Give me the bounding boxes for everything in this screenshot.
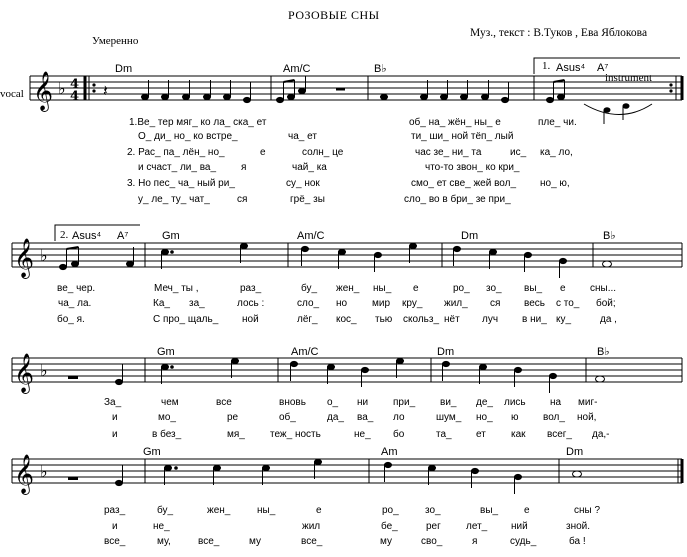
lyric-syllable: сло_ во в бри_ зе при_ bbox=[404, 194, 511, 205]
lyric-syllable: и bbox=[112, 412, 118, 423]
staff-system-4 bbox=[12, 459, 682, 483]
lyric-syllable: ви_ bbox=[440, 397, 457, 408]
lyric-syllable: бу_ bbox=[157, 505, 174, 516]
volta-number: 2. bbox=[60, 229, 69, 241]
lyric-syllable: при_ bbox=[393, 397, 416, 408]
lyric-syllable: луч bbox=[482, 314, 499, 325]
lyric-syllable: не_ bbox=[354, 429, 371, 440]
lyric-syllable: да , bbox=[600, 314, 617, 325]
lyric-syllable: ю bbox=[511, 412, 519, 423]
chord-symbol: Dm bbox=[115, 63, 133, 75]
song-title: РОЗОВЫЕ СНЫ bbox=[288, 8, 380, 22]
lyric-syllable: все_ bbox=[198, 536, 220, 547]
chord-symbol: A⁷ bbox=[117, 230, 129, 242]
lyric-syllable: вы_ bbox=[524, 283, 543, 294]
treble-clef-icon: 𝄞 bbox=[33, 71, 54, 111]
credits: Муз., текст : В.Туков , Ева Яблокова bbox=[470, 27, 648, 39]
chord-symbol: A⁷ bbox=[597, 62, 609, 74]
lyric-syllable: ба ! bbox=[569, 536, 586, 547]
lyric-syllable: ро_ bbox=[453, 283, 470, 294]
lyric-syllable: да,- bbox=[592, 429, 610, 440]
lyric-syllable: в без_ bbox=[152, 429, 182, 440]
lyric-syllable: ся bbox=[490, 298, 501, 309]
lyric-syllable: бе_ bbox=[381, 521, 398, 532]
lyric-syllable: ной, bbox=[577, 412, 597, 423]
lyric-syllable: но_ ю, bbox=[540, 178, 570, 189]
lyric-syllable: чай_ ка bbox=[292, 162, 327, 173]
lyric-syllable: вы_ bbox=[480, 505, 499, 516]
lyric-syllable: му bbox=[380, 536, 392, 547]
note-group bbox=[103, 80, 251, 103]
lyric-syllable: миг- bbox=[578, 397, 598, 408]
chord-symbol: B♭ bbox=[603, 230, 616, 242]
lyric-syllable: лись bbox=[504, 397, 526, 408]
lyric-syllable: му, bbox=[157, 536, 171, 547]
treble-clef-icon: 𝄞 bbox=[14, 454, 35, 494]
chord-symbol: Am/C bbox=[283, 63, 311, 75]
svg-text:♭: ♭ bbox=[40, 246, 48, 265]
chord-symbol: Gm bbox=[157, 346, 175, 358]
lyric-syllable: ро_ bbox=[382, 505, 399, 516]
svg-text:♭: ♭ bbox=[40, 361, 48, 380]
lyric-syllable: ти_ ши_ ной тёп_ лый bbox=[411, 131, 514, 142]
chord-symbol: B♭ bbox=[374, 63, 387, 75]
lyric-syllable: солн_ це bbox=[302, 147, 344, 158]
lyric-syllable: жил bbox=[302, 521, 321, 532]
lyric-syllable: вновь bbox=[279, 397, 306, 408]
lyric-syllable: Меч_ ты , bbox=[154, 283, 199, 294]
chord-symbol: Asus⁴ bbox=[72, 230, 102, 242]
lyric-syllable: ной bbox=[242, 314, 259, 325]
lyric-syllable: вол_ bbox=[543, 412, 565, 423]
lyric-syllable: но_ bbox=[476, 412, 493, 423]
lyric-syllable: ло bbox=[393, 412, 405, 423]
chord-symbol: Dm bbox=[437, 346, 455, 358]
lyric-syllable: бой; bbox=[596, 298, 616, 309]
lyric-syllable: за_ bbox=[189, 298, 205, 309]
staff-system-1 bbox=[30, 76, 682, 100]
lyric-syllable: и счаст_ ли_ ва_ bbox=[138, 162, 217, 173]
chord-symbol: Asus⁴ bbox=[556, 62, 586, 74]
lyric-syllable: ис_ bbox=[510, 147, 527, 158]
svg-text:♭: ♭ bbox=[40, 462, 48, 481]
lyric-syllable: ны_ bbox=[373, 283, 392, 294]
lyric-syllable: нёт bbox=[444, 314, 460, 325]
lyric-syllable: ве_ чер. bbox=[57, 283, 96, 294]
svg-text:♭: ♭ bbox=[58, 79, 66, 98]
lyric-syllable: ны_ bbox=[257, 505, 276, 516]
lyric-syllable: рег bbox=[426, 521, 441, 532]
lyric-syllable: ет bbox=[476, 429, 486, 440]
lyric-syllable: пле_ чи. bbox=[538, 117, 577, 128]
lyric-syllable: ка_ ло, bbox=[540, 147, 573, 158]
lyric-syllable: об_ bbox=[279, 412, 296, 423]
lyric-syllable: е bbox=[524, 505, 530, 516]
lyric-syllable: е bbox=[316, 505, 322, 516]
staff-system-2 bbox=[12, 243, 682, 267]
lyric-syllable: чем bbox=[161, 397, 179, 408]
staff-system-3 bbox=[12, 358, 682, 382]
lyric-syllable: все_ bbox=[301, 536, 323, 547]
chord-symbol: Gm bbox=[162, 230, 180, 242]
lyric-syllable: сны ? bbox=[574, 505, 601, 516]
lyric-syllable: все_ bbox=[104, 536, 126, 547]
lyric-syllable: 2. Рас_ па_ лён_ но_ bbox=[127, 147, 225, 158]
lyric-syllable: бо_ я. bbox=[57, 314, 85, 325]
lyric-syllable: е bbox=[260, 147, 266, 158]
lyric-syllable: жен_ bbox=[336, 283, 360, 294]
treble-clef-icon: 𝄞 bbox=[14, 353, 35, 393]
lyric-syllable: зной. bbox=[566, 521, 591, 532]
lyric-syllable: жен_ bbox=[207, 505, 231, 516]
lyric-syllable: мир bbox=[372, 298, 391, 309]
lyric-syllable: мо_ bbox=[158, 412, 176, 423]
lyric-syllable: му bbox=[249, 536, 261, 547]
lyric-syllable: грё_ зы bbox=[290, 194, 325, 205]
lyric-syllable: зо_ bbox=[425, 505, 441, 516]
lyric-syllable: с то_ bbox=[556, 298, 580, 309]
lyric-syllable: е bbox=[560, 283, 566, 294]
lyric-syllable: что-то звон_ ко кри_ bbox=[425, 162, 520, 173]
lyric-syllable: у_ ле_ ту_ чат_ bbox=[138, 194, 210, 205]
lyric-syllable: о_ bbox=[327, 397, 339, 408]
lyric-syllable: час зе_ ни_ та bbox=[415, 147, 482, 158]
lyric-syllable: лось : bbox=[237, 298, 265, 309]
lyric-syllable: ни bbox=[357, 397, 369, 408]
chord-symbol: Am/C bbox=[291, 346, 319, 358]
instrument-label: instrument bbox=[605, 72, 653, 84]
lyric-syllable: лет_ bbox=[466, 521, 488, 532]
chord-symbol: Dm bbox=[566, 446, 584, 458]
svg-text:4: 4 bbox=[70, 77, 80, 92]
lyric-syllable: не_ bbox=[153, 521, 170, 532]
lyric-syllable: я bbox=[472, 536, 478, 547]
lyric-syllable: кос_ bbox=[336, 314, 357, 325]
lyric-syllable: ча_ ет bbox=[288, 131, 317, 142]
lyric-syllable: скольз_ bbox=[403, 314, 440, 325]
lyric-syllable: мя_ bbox=[227, 429, 245, 440]
lyric-syllable: е bbox=[413, 283, 419, 294]
lyric-syllable: всег_ bbox=[547, 429, 572, 440]
lyric-syllable: За_ bbox=[104, 397, 122, 408]
lyric-syllable: и bbox=[112, 521, 118, 532]
lyric-syllable: ча_ ла. bbox=[58, 298, 92, 309]
lyric-syllable: кру_ bbox=[402, 298, 423, 309]
lyric-syllable: тью bbox=[375, 314, 393, 325]
lyric-syllable: С про_ щаль_ bbox=[153, 314, 219, 325]
chord-symbol: Dm bbox=[461, 230, 479, 242]
lyric-syllable: сло_ bbox=[297, 298, 320, 309]
lyric-syllable: да_ bbox=[327, 412, 344, 423]
lyric-syllable: шум_ bbox=[436, 412, 462, 423]
lyric-syllable: 3. Но пес_ ча_ ный ри_ bbox=[127, 178, 235, 189]
lyric-syllable: все bbox=[216, 397, 232, 408]
lyric-syllable: и bbox=[112, 429, 118, 440]
chord-symbol: Gm bbox=[143, 446, 161, 458]
lyric-syllable: та_ bbox=[436, 429, 452, 440]
lyric-syllable: бо bbox=[393, 429, 405, 440]
lyric-syllable: су_ нок bbox=[286, 178, 320, 189]
lyric-syllable: ся bbox=[237, 194, 248, 205]
treble-clef-icon: 𝄞 bbox=[14, 238, 35, 278]
lyric-syllable: теж_ ность bbox=[270, 429, 321, 440]
tempo-marking: Умеренно bbox=[92, 35, 139, 47]
lyric-syllable: жил_ bbox=[444, 298, 468, 309]
lyric-syllable: судь_ bbox=[510, 536, 537, 547]
svg-text:4: 4 bbox=[70, 89, 80, 104]
lyric-syllable: О_ ди_ но_ ко встре_ bbox=[138, 131, 238, 142]
lyric-syllable: сво_ bbox=[421, 536, 443, 547]
lyric-syllable: но bbox=[336, 298, 348, 309]
lyric-syllable: лёг_ bbox=[297, 314, 318, 325]
lyric-syllable: весь bbox=[524, 298, 545, 309]
svg-text:𝄽: 𝄽 bbox=[103, 83, 108, 100]
lyric-syllable: раз_ bbox=[240, 283, 262, 294]
lyric-syllable: как bbox=[511, 429, 526, 440]
lyric-syllable: об_ на_ жён_ ны_ е bbox=[409, 117, 501, 128]
lyric-syllable: 1.Ве_ тер мяг_ ко ла_ ска_ ет bbox=[129, 117, 267, 128]
lyric-syllable: зо_ bbox=[486, 283, 502, 294]
chord-symbol: Am bbox=[381, 446, 398, 458]
lyric-syllable: я bbox=[241, 162, 247, 173]
chord-symbol: B♭ bbox=[597, 346, 610, 358]
chord-symbol: Am/C bbox=[297, 230, 325, 242]
lyric-syllable: ре bbox=[227, 412, 239, 423]
lyric-syllable: в ни_ bbox=[522, 314, 547, 325]
lyric-syllable: бу_ bbox=[301, 283, 318, 294]
lyric-syllable: сны... bbox=[590, 283, 617, 294]
part-label: vocal bbox=[0, 88, 24, 100]
lyric-syllable: ний bbox=[511, 521, 528, 532]
lyric-syllable: ва_ bbox=[357, 412, 374, 423]
lyric-syllable: Ка_ bbox=[153, 298, 170, 309]
lyric-syllable: де_ bbox=[476, 397, 493, 408]
lyric-syllable: раз_ bbox=[104, 505, 126, 516]
lyric-syllable: ку_ bbox=[556, 314, 572, 325]
lyric-syllable: смо_ ет све_ жей вол_ bbox=[411, 178, 517, 189]
lyric-syllable: на bbox=[550, 397, 562, 408]
volta-number: 1. bbox=[542, 60, 551, 72]
